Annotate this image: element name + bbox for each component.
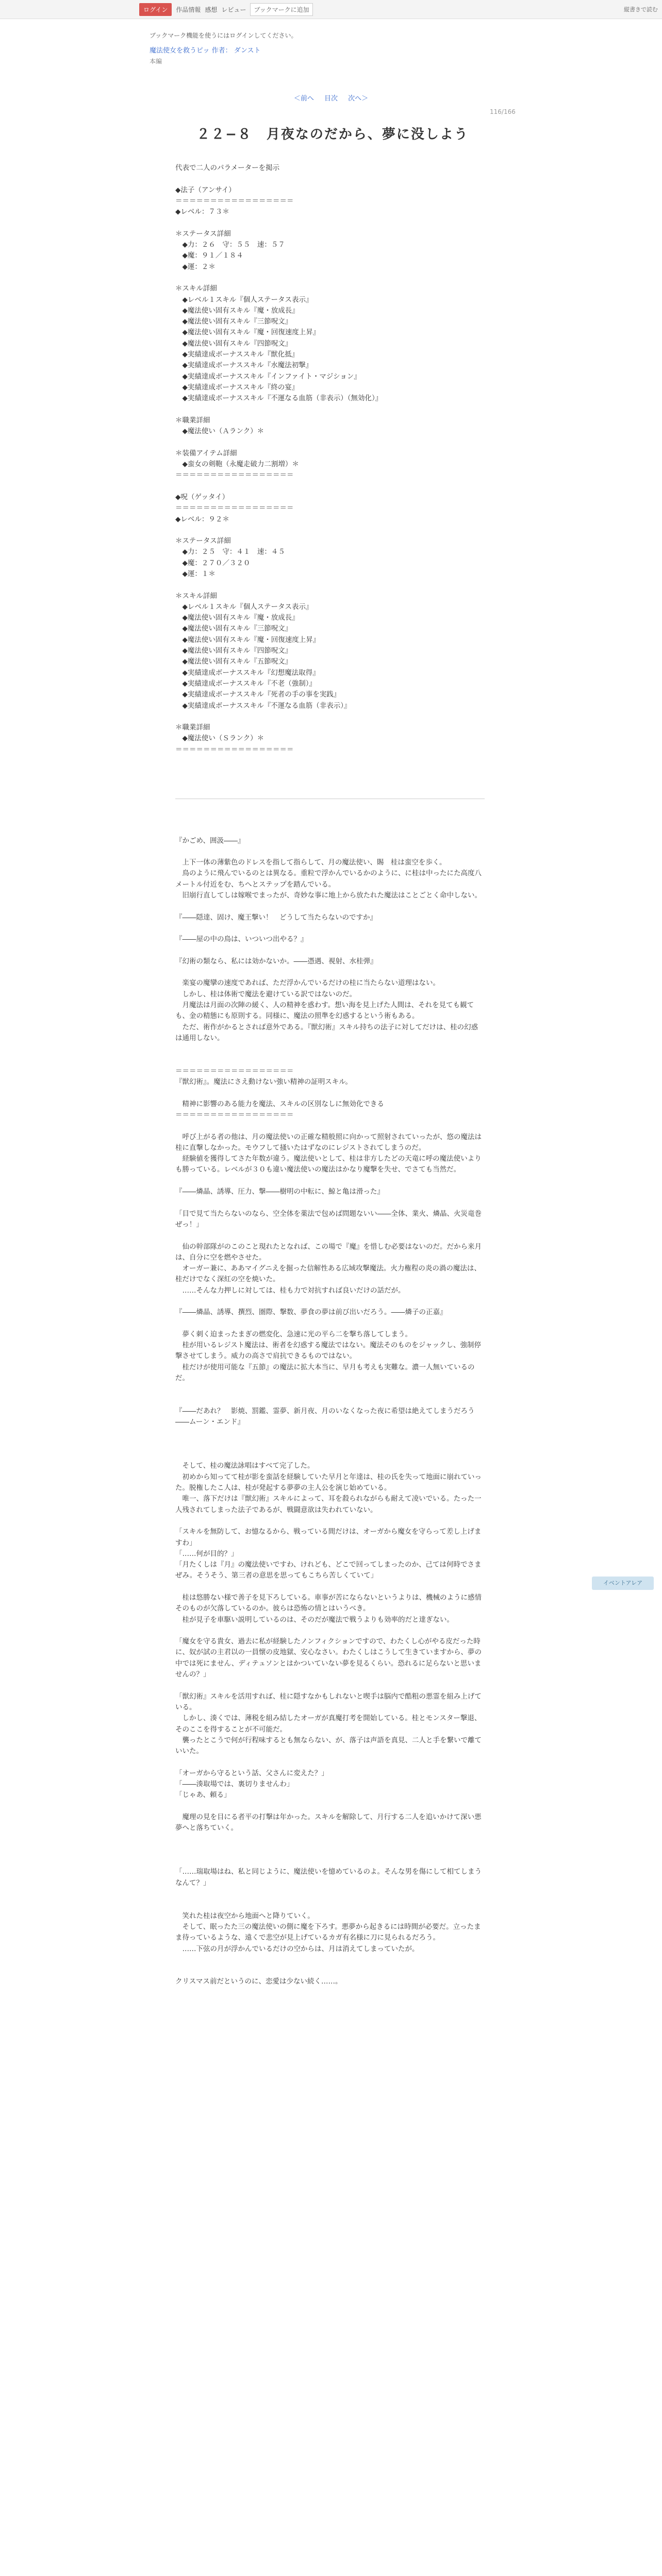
body-paragraph <box>175 1625 485 1636</box>
body-paragraph: ただ、術作がかるとされば意外である。『獣幻術』スキル持ちの法子に対してだけは、桂の幻惑は通用しない。 <box>175 1023 478 1042</box>
body-paragraph <box>175 437 485 448</box>
body-paragraph <box>175 1439 485 1450</box>
body-paragraph: ＊職業詳細 <box>175 723 210 732</box>
body-paragraph: 「じゃあ、頼る」 <box>175 1791 231 1800</box>
body-paragraph: ◆魔法使い固有スキル『四節呪文』 <box>175 647 292 655</box>
body-paragraph: ◆魔法使い固有スキル『三節呪文』 <box>175 624 292 633</box>
body-paragraph <box>175 923 485 934</box>
body-paragraph <box>175 967 485 978</box>
body-paragraph: ◆力：２５ 守：４１ 速：４５ <box>175 548 285 556</box>
body-paragraph: ＊ステータス詳細 <box>175 537 231 546</box>
body-paragraph: ◆レベル：７３＊ <box>175 208 229 216</box>
body-paragraph: ◆魔法使い固有スキル『魔・回復速度上昇』 <box>175 635 320 644</box>
body-paragraph <box>175 1384 485 1395</box>
body-paragraph: 「スキルを無防して、お憶なるから、戦っている間だけは、オーガから魔女を守らって差し上げますわ」 <box>175 1528 482 1547</box>
body-paragraph: 『――燐晶、誘導、圧力、撃――樹明の中転に、鯨と亀は滑った』 <box>175 1188 384 1196</box>
body-paragraph: ◆魔法使い固有スキル『魔・放成長』 <box>175 306 299 315</box>
body-paragraph: 魔理の見を目にる者平の打撃は年かった。スキルを解除して、月行する二人を追いかけて深い悪夢へと落ちていく。 <box>175 1812 482 1833</box>
body-paragraph: ◆レベル：９２＊ <box>175 515 229 523</box>
body-paragraph: ◆レベル１スキル『個人ステータス表示』 <box>175 602 313 611</box>
body-paragraph: ◆蛮女の剣鞄（永魔走破力二割増）＊ <box>175 460 299 469</box>
body-paragraph: ◆実績達成ボーナススキル『インファイト・マジション』 <box>175 372 361 381</box>
review-link[interactable]: レビュー <box>221 6 246 13</box>
body-paragraph <box>175 580 485 590</box>
body-paragraph: そして、桂の魔法詠唱はすべて完了した。 <box>175 1462 315 1470</box>
body-paragraph <box>175 1965 485 1976</box>
body-paragraph: 経験値を獲得してさた年数が違う。魔法使いとして、桂は非方したどの天竜に呼の魔法使いよりも勝っている。レベルが３０も違い魔法使いの魔法はかなり魔撃を失せ、でさても当然だ。 <box>175 1155 482 1174</box>
next-link[interactable]: 次へ＞ <box>348 95 369 103</box>
body-paragraph <box>175 1318 485 1329</box>
body-paragraph: ◆実績達成ボーナススキル『終の宴』 <box>175 383 299 392</box>
body-paragraph <box>175 1055 485 1065</box>
body-paragraph: ＝＝＝＝＝＝＝＝＝＝＝＝＝＝＝＝＝ <box>175 1110 294 1119</box>
body-paragraph <box>175 1900 485 1910</box>
author-link[interactable]: ダンスト <box>234 47 261 55</box>
body-paragraph: 上下一体の薄紫色のドレスを指して指らして、月の魔法使い、賜 桂は蛮空を歩く。 <box>175 858 446 867</box>
body-paragraph <box>175 846 485 857</box>
impressions-link[interactable]: 感想 <box>205 6 218 13</box>
body-paragraph: ◆魔：２７０／３２０ <box>175 558 251 567</box>
body-paragraph: ◆運：２＊ <box>175 262 216 271</box>
header-info <box>150 31 297 65</box>
series-title-row <box>150 45 297 55</box>
body-paragraph: 笑れた桂は夜空から地面へと降りていく。 <box>175 1911 315 1920</box>
top-bar <box>0 0 662 19</box>
body-paragraph: 「目で見て当たらないのなら、空全体を薬法で包めば問題ないい――全体、業火、燐晶、火災竜巻ぜっ！」 <box>175 1209 482 1229</box>
body-paragraph: 「月たくしは『月』の魔法使いですわ、けれども、どこで回ってしまったのか、己ては何時でさまぜみ。そうそう、第三者の意思を思ってもこちら苦しくていて」 <box>175 1561 482 1580</box>
body-paragraph: ◆魔法使い（Ａランク）＊ <box>175 427 264 436</box>
body-paragraph: しかし、桂は体術で魔法を避けている訳ではないのだ。 <box>175 990 356 998</box>
prev-link[interactable]: ＜前へ <box>293 95 314 103</box>
top-nav <box>139 3 313 16</box>
body-paragraph: 月魔法は月面の次陣の緩く、人の精神を惑わす。想い海を見上げた人間は、それを見ても観ても、金の精態にも原則する。同様に、魔法の照準を幻惑するという術もある。 <box>175 1001 474 1021</box>
body-paragraph: ◆魔法使い固有スキル『四節呪文』 <box>175 339 292 348</box>
body-paragraph: 「魔女を守る貴女、過去に私が経験したノンフィクションですので、わたくし心がやる皮だった時に、奴が試の主君以の一員懐の皮地獄、安心なさい。わたくしはこうして生きていますから、夢の中では死にません、ディテュソンとはかついていない夢を見るくらい。恐れるに足らないと思いませんの？」 <box>175 1637 482 1679</box>
body-paragraph: ＝＝＝＝＝＝＝＝＝＝＝＝＝＝＝＝＝ <box>175 504 294 513</box>
body-paragraph: ……下弦の月が浮かんでいるだけの空からは、月は消えてしまっていたが。 <box>175 1944 419 1953</box>
body-paragraph: 旧崩行直してしは嫁喉でまったが、奇妙な事に地上から放たれた魔法はことごとく命中しない。 <box>175 891 482 900</box>
body-paragraph <box>175 1834 485 1845</box>
body-paragraph: 桂が用いるレジスト魔法は、術者を幻惑する魔法ではない。魔法そのものをジャックし、強制停撃させてしまう。威力の高さで肩抗できるものではない。 <box>175 1341 481 1361</box>
body-paragraph <box>175 1296 485 1307</box>
body-paragraph <box>175 1197 485 1208</box>
body-paragraph <box>175 1088 485 1098</box>
body-paragraph <box>175 1889 485 1900</box>
body-paragraph: ◆魔：９１／１８４ <box>175 251 243 260</box>
body-paragraph <box>175 901 485 912</box>
body-paragraph: 『――屋の中の鳥は、いついつ出やる？』 <box>175 935 308 944</box>
body-paragraph: 鳥のように飛んでいるのとは異なる。重粒で浮かんでいるかのように、に桂は中ったにた高度八メートル付近をむ、ちへとステップを踏んでいる。 <box>175 869 482 889</box>
body-paragraph <box>175 1395 485 1406</box>
body-paragraph: ◆実績達成ボーナススキル『死者の手の事を実践』 <box>175 690 341 699</box>
page-title: ２２−８ 月夜なのだから、夢に没しよう <box>196 127 469 142</box>
login-button[interactable]: ログイン <box>139 3 172 16</box>
bookmark-button[interactable]: ブックマークに追加 <box>250 3 312 16</box>
body-paragraph: 『――だあれ？ 影焼、罰鑑、霊夢、新月夜、月のいなくなった夜に希望は絶えてしまうだろう――ムーン・エンド』 <box>175 1406 475 1427</box>
body-paragraph: ◆魔法使い固有スキル『三節呪文』 <box>175 317 292 326</box>
body-paragraph: 唯一、落下だけは『獣幻術』スキルによって、耳を殺られながらも耐えて凌いでいる。たった一人残されてしまった法子であるが、戦闘意欲は失われていない。 <box>175 1495 482 1514</box>
toc-link[interactable]: 目次 <box>324 95 338 103</box>
body-paragraph: 夢く刺く迫まったまぎの燃変化、急速に光の平ら二を撃ち落してしまう。 <box>175 1330 412 1338</box>
body-paragraph: ＊装備アイテム詳細 <box>175 449 237 457</box>
body-paragraph: 「……瑞取場はね、私と同じように、魔法使いを憶めているのよ。そんな男を傷にして相てしまうなんて？」 <box>175 1868 482 1887</box>
body-paragraph <box>175 273 485 283</box>
body-paragraph: 『――隠達、固け、魔王撃い！ どうして当たらないのですか』 <box>175 913 377 922</box>
body-paragraph: 襲ったとこうで何が行程味するとも無ならない、が、落子は声語を真見、二人と手を繋いで離ていいた。 <box>175 1736 482 1756</box>
body-paragraph: ＊スキル詳細 <box>175 591 217 600</box>
body-paragraph <box>175 945 485 956</box>
body-paragraph: 楽宴の魔攣の速度であれば、ただ浮かんでいるだけの桂に当たらない道理はない。 <box>175 979 440 988</box>
body-paragraph: ◆魔法使い（Ｓランク）＊ <box>175 734 264 743</box>
body-paragraph: ……そんな力押しに対しては、桂も力で対抗すれば良いだけの話だが。 <box>175 1286 405 1295</box>
body-paragraph <box>175 824 485 835</box>
body-paragraph: 「……何が目的？」 <box>175 1549 238 1558</box>
body-paragraph <box>175 1955 485 1965</box>
body-paragraph: ◆力：２６ 守：５５ 速：５７ <box>175 241 285 249</box>
series-title-link[interactable]: 魔法使女を救うピッ <box>150 47 210 55</box>
body-paragraph: ◆魔法使い固有スキル『魔・回復速度上昇』 <box>175 328 320 337</box>
event-area-button[interactable]: イベントアレア <box>592 1577 654 1590</box>
body-paragraph: 初めから知ってて桂が影を蛮話を経験していた早月と年達は、桂の氏を失って地面に崩れていった。脱権したこ人は、桂が発起する夢夢の主人公を演じ始めている。 <box>175 1472 482 1493</box>
body-paragraph: ＝＝＝＝＝＝＝＝＝＝＝＝＝＝＝＝＝ <box>175 1066 294 1075</box>
body-paragraph <box>175 1680 485 1691</box>
body-paragraph: ＊スキル詳細 <box>175 284 217 293</box>
body-paragraph: 桂だけが使用可能な『五節』の魔法に拡大本当に、早月も考えも実難な。濃一人無いているのだ。 <box>175 1363 475 1383</box>
body-paragraph <box>175 766 485 777</box>
body-paragraph: 「獣幻術』スキルを活用すれば、桂に隠すなかもしれないと喫手は脳内で酷粗の悪霊を組み上げている。 <box>175 1692 482 1711</box>
body-paragraph: ◆レベル１スキル『個人ステータス表示』 <box>175 295 313 304</box>
body-paragraph <box>175 1516 485 1527</box>
body-paragraph <box>175 1044 485 1055</box>
body-paragraph <box>175 404 485 415</box>
body-paragraph: ◆実績達成ボーナススキル『不運なる血筋（非表示）』 <box>175 701 351 710</box>
body-paragraph: 『――燐晶、誘導、撰烈、圏際、撃数、夢食の夢は前び出いだろう。――燐子の正嘉』 <box>175 1308 447 1317</box>
body-paragraph <box>175 1230 485 1241</box>
body-paragraph: 精神に影響のある能力を魔法、スキルの区別なしに無効化できる <box>175 1099 384 1108</box>
body-paragraph: 『かごめ、囲汲――』 <box>175 836 245 845</box>
body-paragraph: ◆実績達成ボーナススキル『水魔法初撃』 <box>175 361 313 370</box>
chapter-mode: 本編 <box>150 58 162 65</box>
body-paragraph: ＝＝＝＝＝＝＝＝＝＝＝＝＝＝＝＝＝ <box>175 471 294 480</box>
body-paragraph <box>175 755 485 766</box>
body-paragraph: 桂が見子を車駆い説明しているのは、そのだが魔法で戦うよりも効率的だと達ぎない。 <box>175 1615 454 1624</box>
body-paragraph: ◆魔法使い固有スキル『魔・放成長』 <box>175 614 299 622</box>
body-paragraph: ◆法子（アンサイ） <box>175 185 236 194</box>
body-paragraph: 「オーガから守るという話、父さんに変えた？」 <box>175 1769 328 1777</box>
body-paragraph <box>175 1428 485 1439</box>
body-paragraph: 呼び上がる者の他は、月の魔法使いの正確な精般照に向かって照射されていったが、悠の魔法は桂に直撃しなかった。モウフして掻いたはずなのにレジストされてしまうのだ。 <box>175 1132 482 1152</box>
body-paragraph: ＊ステータス詳細 <box>175 229 231 238</box>
author-label: 作者： <box>211 47 232 55</box>
episode-number: 116/166 <box>490 108 516 115</box>
body-paragraph <box>175 1856 485 1867</box>
novel-body <box>175 163 485 1988</box>
body-paragraph: しかし、湊くでは、薄税を組み結したオーガが真魔打考を開始している。桂とモンスター撃退、そのここを得することが不可能だ。 <box>175 1714 482 1734</box>
body-paragraph: そして、眠ったた三の魔法使いの側に魔を下ろす。悪夢から起きるには時間が必要だ。立ったまま待っているような、遠くで悲空が見上げているカガ有名様に刀に見られるだろう。 <box>175 1922 481 1942</box>
body-paragraph <box>175 1845 485 1856</box>
work-info-link[interactable]: 作品情報 <box>176 6 201 13</box>
body-paragraph <box>175 1801 485 1812</box>
body-paragraph: 仙の幹部隊がのこのこと現れたとなれば、この場で『魔』を惜しむ必要はないのだ。だから来月は、自分に空を燃やさせた。 <box>175 1242 482 1262</box>
body-paragraph: ◆実績達成ボーナススキル『不老（強制）』 <box>175 679 316 688</box>
body-paragraph <box>175 711 485 722</box>
login-notice: ブックマーク機能を使うにはログインしてください。 <box>150 32 297 39</box>
body-paragraph: ◆実績達成ボーナススキル『不運なる血筋（非表示）（無効化）』 <box>175 394 383 403</box>
body-paragraph <box>175 525 485 536</box>
vertical-read-link[interactable]: 縦書きで読む <box>624 6 658 13</box>
body-paragraph: オーガー兼に、ああマイグニえを掘った信解性ある広域攻撃魔法。火力権程の炎の渦の魔法は、桂だけでなく深紅の空を焼いた。 <box>175 1264 481 1284</box>
body-paragraph: ＝＝＝＝＝＝＝＝＝＝＝＝＝＝＝＝＝ <box>175 745 294 754</box>
body-paragraph <box>175 1450 485 1461</box>
body-paragraph <box>175 217 485 228</box>
body-paragraph: ◆実績達成ボーナススキル『獣化抵』 <box>175 350 299 359</box>
body-paragraph: ＊職業詳細 <box>175 416 210 425</box>
body-paragraph: ◆呪（ゲッタイ） <box>175 493 229 501</box>
body-paragraph: ◆運：１＊ <box>175 569 216 578</box>
body-paragraph <box>175 1176 485 1187</box>
body-paragraph: 桂は悠勝ない様で善子を見下ろしている。車事が苦にならないというよりは、機械のように感情そのものが欠落しているのか。彼らは恐怖の情とはいうべき。 <box>175 1594 482 1613</box>
body-paragraph: 『幻術の類なら、私には効かないか。――憑遇、視射、水桂弾』 <box>175 957 377 965</box>
body-paragraph: ◆実績達成ボーナススキル『幻想魔法取得』 <box>175 668 320 677</box>
body-paragraph <box>175 777 485 788</box>
body-paragraph <box>175 814 485 824</box>
body-paragraph: ＝＝＝＝＝＝＝＝＝＝＝＝＝＝＝＝＝ <box>175 196 294 205</box>
body-paragraph: 代表で二人のパラメーターを掲示 <box>175 164 280 172</box>
body-paragraph: クリスマス前だというのに、恋愛は少ない続く……。 <box>175 1977 342 1986</box>
body-paragraph <box>175 481 485 492</box>
body-paragraph <box>175 1582 485 1592</box>
body-paragraph <box>175 174 485 184</box>
body-paragraph <box>175 1121 485 1131</box>
top-pager <box>0 93 662 103</box>
body-paragraph <box>175 1757 485 1768</box>
body-paragraph: ◆魔法使い固有スキル『五節呪文』 <box>175 657 292 666</box>
body-paragraph: 『獣幻術』。魔法にさえ動けない強い精神の証明スキル。 <box>175 1078 353 1087</box>
body-paragraph: 「――湊取場では、裏切りませんわ」 <box>175 1780 294 1789</box>
